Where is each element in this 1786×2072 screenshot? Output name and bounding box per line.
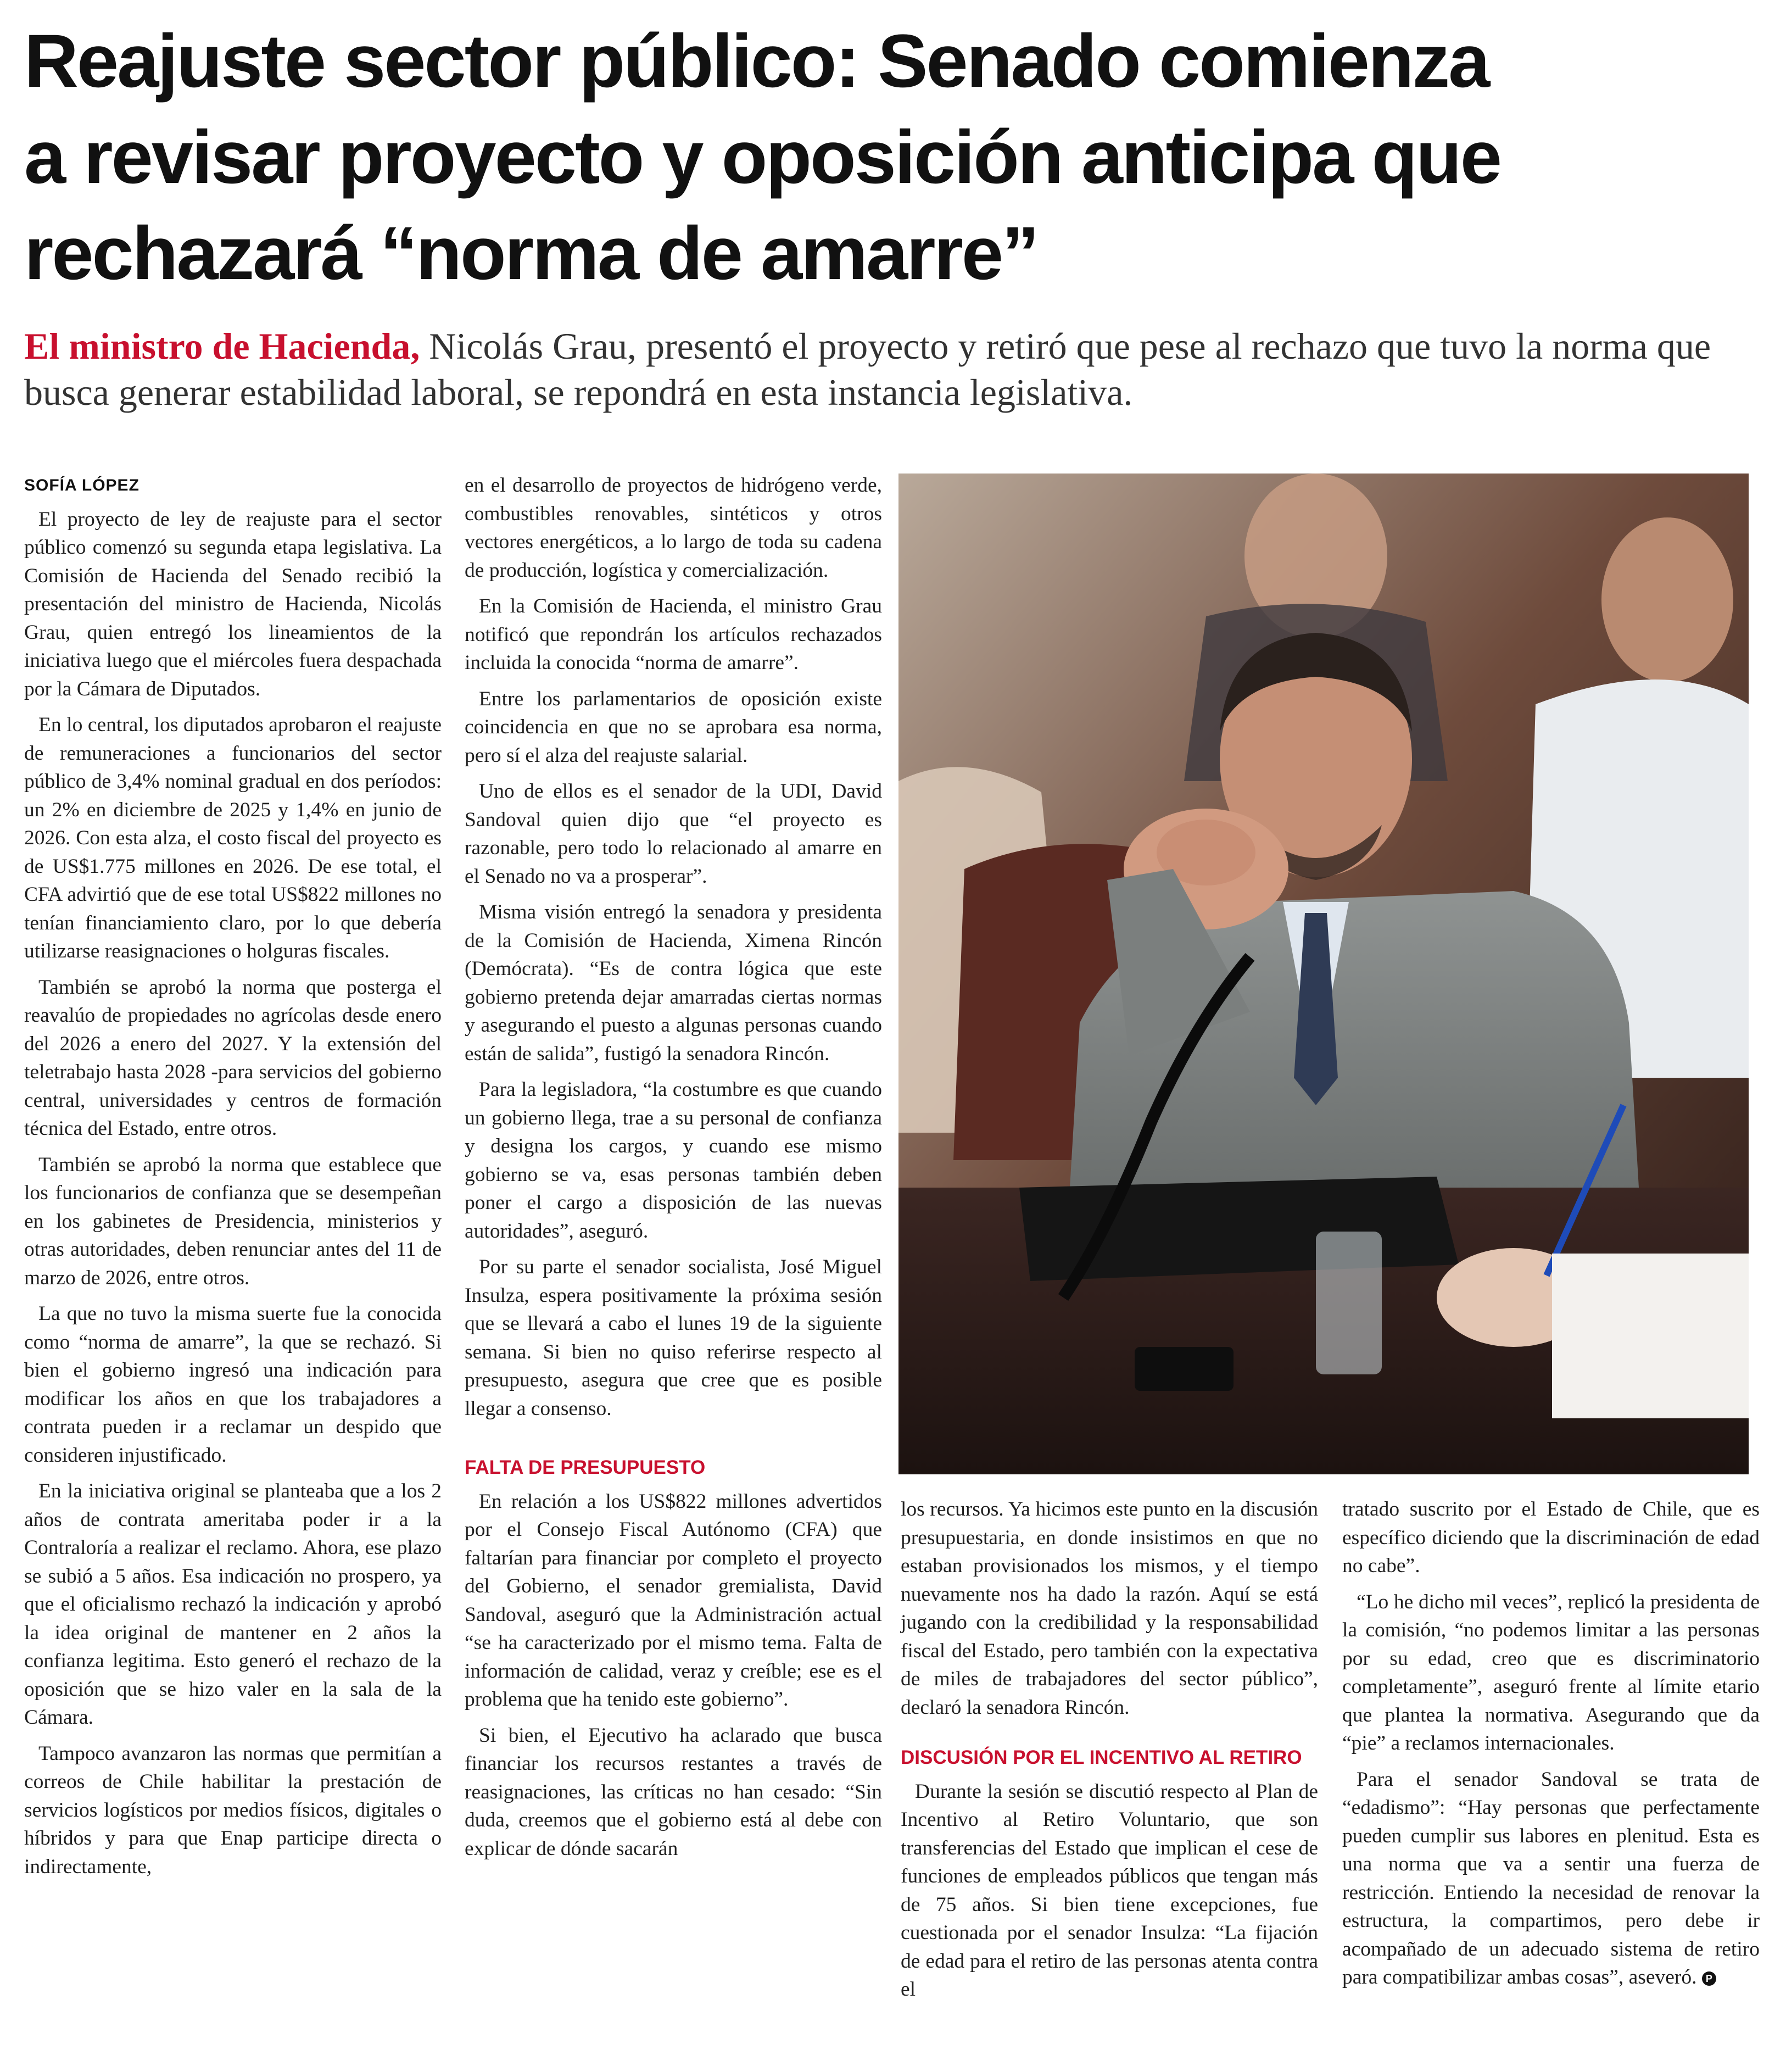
- paragraph-text: Para el senador Sandoval se trata de “edadismo”: “Hay personas que perfectamente pueden cumplir sus labores en plenitud. Esta es una norma que va a sentir una fuerza de restricción. Entiendo la necesidad de renovar la estructura, la compartimos, pero debe ir acompañado de un adecuado sistema de retiro para compatibilizar ambas cosas”, aseveró.: [1342, 1768, 1760, 1989]
- paragraph: En la iniciativa original se planteaba que a los 2 años de contrata ameritaba poder ir a la Contraloría a realizar el reclamo. Ahora, ese plazo se subió a 5 años. Esa indicación no prospero, ya que el oficialismo rechazó la indicación y aprobó la idea original de mantener en 2 años la confianza legitima. Esto generó el rechazo de la oposición que se hizo valer en la sala de la Cámara.: [24, 1480, 442, 1729]
- paragraph: Para la legisladora, “la costumbre es que cuando un gobierno llega, trae a su personal de confianza y designa los cargos, y cuando ese mismo gobierno se va, esas personas también deben poner el cargo a disposición de las nuevas autoridades”, aseguró.: [465, 1078, 882, 1243]
- headline-line: Reajuste sector público: Senado comienza: [24, 19, 1489, 103]
- paragraph: tratado suscrito por el Estado de Chile, que es específico diciendo que la discriminación de edad no cabe”.: [1342, 1498, 1760, 1577]
- paragraph: También se aprobó la norma que posterga el reavalúo de propiedades no agrícolas desde enero del 2026 a enero del 2027. Y la extensión del teletrabajo hasta 2028 -para servicios del gobierno central, universidades y centros de formación técnica del Estado, entre otros.: [24, 976, 442, 1140]
- byline: SOFÍA LÓPEZ: [24, 476, 139, 494]
- paragraph: Durante la sesión se discutió respecto al Plan de Incentivo al Retiro Voluntario, que son transferencias del Estado que implican el cese de funciones de empleados públicos que tengan más de 75 años. Si bien tiene excepciones, fue cuestionada por el senador Insulza: “La fijación de edad para el retiro de las personas atenta contra el: [901, 1780, 1318, 2001]
- publisher-logo-icon: P: [1702, 1971, 1716, 1986]
- headline: [24, 13, 1762, 302]
- paragraph: Por su parte el senador socialista, José Miguel Insulza, espera positivamente la próxima sesión que se llevará a cabo el lunes 19 de la siguiente semana. Si bien no quiso referirse respecto al presupuesto, asegura que cree que es posible llegar a consenso.: [465, 1256, 882, 1420]
- paragraph: En la Comisión de Hacienda, el ministro Grau notificó que repondrán los artículos rechazados incluida la conocida “norma de amarre”.: [465, 595, 882, 674]
- photo-illustration: [898, 474, 1749, 1474]
- headline-line: rechazará “norma de amarre”: [24, 211, 1038, 296]
- article-column-4: [1342, 1495, 1760, 1999]
- paragraph: Entre los parlamentarios de oposición existe coincidencia en que no se aprobara esa norma, pero sí el alza del reajuste salarial.: [465, 687, 882, 767]
- deck-subtitle: [24, 323, 1765, 415]
- paragraph: “Lo he dicho mil veces”, replicó la presidenta de la comisión, “no podemos limitar a las personas por su edad, creo que es discriminatorio completamente”, aseguró frente al límite etario que plantea la normativa. Asegurando que da “pie” a reclamos internacionales.: [1342, 1590, 1760, 1754]
- paragraph: Misma visión entregó la senadora y presidenta de la Comisión de Hacienda, Ximena Rincón (Demócrata). “Es de contra lógica que este gobierno pretenda dejar amarradas ciertas normas y asegurando el puesto a algunas personas cuando están de salida”, fustigó la senadora Rincón.: [465, 901, 882, 1065]
- paragraph: La que no tuvo la misma suerte fue la conocida como “norma de amarre”, la que se rechazó. Si bien el gobierno ingresó una indicación para modificar los años en que los trabajadores a contrata pueden ir a reclamar un despido que consideren injustificado.: [24, 1302, 442, 1467]
- article-column-2: [465, 471, 882, 1870]
- deck-lead: El ministro de Hacienda,: [24, 325, 420, 367]
- paragraph: En relación a los US$822 millones advertidos por el Consejo Fiscal Autónomo (CFA) que faltarían para financiar por completo el proyecto del Gobierno, el senador gremialista, David Sandoval, aseguró que la Administración actual “se ha caracterizado por el mismo tema. Falta de información de calidad, veraz y creíble; ese es el problema que ha tenido este gobierno”.: [465, 1490, 882, 1711]
- headline-line: a revisar proyecto y oposición anticipa que: [24, 115, 1500, 199]
- section-heading-budget: FALTA DE PRESUPUESTO: [465, 1457, 706, 1478]
- paragraph: Tampoco avanzaron las normas que permitían a correos de Chile habilitar la prestación de servicios logísticos por medios físicos, digitales o híbridos y para que Enap participe directa o indirectamente,: [24, 1742, 442, 1878]
- deck-text: Nicolás Grau, presentó el proyecto y retiró que pese al rechazo que tuvo la norma que busca generar estabilidad laboral, se repondrá en esta instancia legislativa.: [24, 325, 1711, 413]
- paragraph: En lo central, los diputados aprobaron el reajuste de remuneraciones a funcionarios del sector público de 3,4% nominal gradual en dos períodos: un 2% en diciembre de 2025 y 1,4% en junio de 2026. Con esta alza, el costo fiscal del proyecto es de US$1.775 millones en 2026. De ese total, el CFA advirtió que de ese total US$822 millones no tenían financiamiento claro, por lo que debería utilizarse reasignaciones o holguras fiscales.: [24, 714, 442, 962]
- paragraph: El proyecto de ley de reajuste para el sector público comenzó su segunda etapa legislativa. La Comisión de Hacienda del Senado recibió la presentación del ministro de Hacienda, Nicolás Grau, quien entregó los lineamientos de la iniciativa luego que el miércoles fuera despachada por la Cámara de Diputados.: [24, 508, 442, 700]
- article-column-3: [901, 1495, 1318, 2012]
- paragraph: [1342, 1765, 1760, 1992]
- paragraph: Si bien, el Ejecutivo ha aclarado que busca financiar los recursos restantes a través de reasignaciones, las críticas no han cesado: “Sin duda, creemos que el gobierno está al debe con explicar de dónde sacarán: [465, 1724, 882, 1860]
- paragraph: Uno de ellos es el senador de la UDI, David Sandoval quien dijo que “el proyecto es razonable, pero todo lo relacionado al amarre en el Senado no va a prosperar”.: [465, 780, 882, 888]
- article-photo: [898, 474, 1749, 1474]
- paragraph: También se aprobó la norma que establece que los funcionarios de confianza que se desempeñan en los gabinetes de Presidencia, ministerios y otras autoridades, deben renunciar antes del 11 de marzo de 2026, entre otros.: [24, 1153, 442, 1289]
- article-column-1: [24, 471, 442, 1889]
- paragraph: los recursos. Ya hicimos este punto en la discusión presupuestaria, en donde insistimos en que no estaban provisionados los mismos, y el tiempo nuevamente nos ha dado la razón. Aquí se está jugando con la credibilidad y la responsabilidad fiscal del Estado, pero también con la expectativa de miles de trabajadores del sector público”, declaró la senadora Rincón.: [901, 1498, 1318, 1719]
- paragraph: en el desarrollo de proyectos de hidrógeno verde, combustibles renovables, sintéticos y otros vectores energéticos, a lo largo de toda su cadena de producción, logística y comercialización.: [465, 474, 882, 582]
- section-heading-retirement: DISCUSIÓN POR EL INCENTIVO AL RETIRO: [901, 1747, 1302, 1768]
